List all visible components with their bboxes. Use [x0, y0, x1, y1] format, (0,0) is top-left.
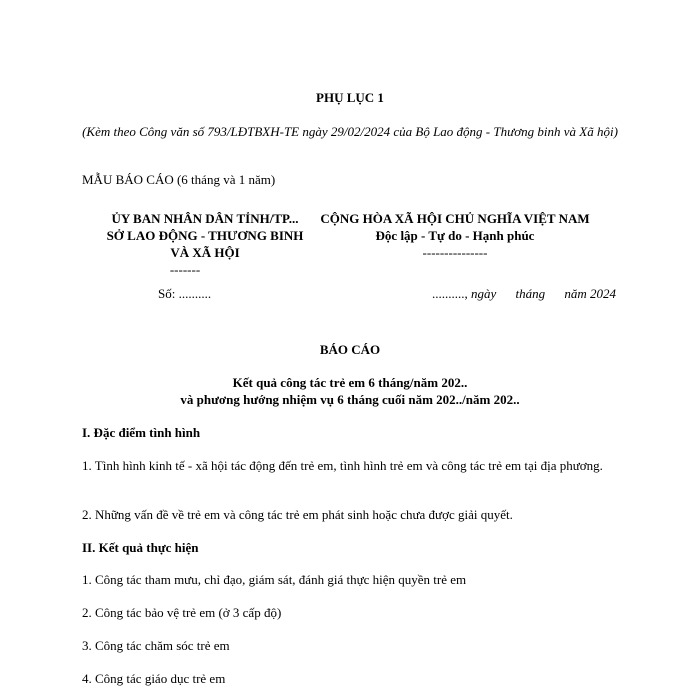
- section-1-item-2: 2. Những vấn đề về trẻ em và công tác trẻ em phát sinh hoặc chưa được giải quyết.: [82, 507, 513, 522]
- document-number: Số: ..........: [158, 286, 212, 301]
- section-2-item-4: 4. Công tác giáo dục trẻ em: [82, 671, 226, 686]
- motto-separator: ---------------: [422, 245, 488, 260]
- date-month: tháng: [515, 286, 546, 301]
- report-subtitle-line-2: và phương hướng nhiệm vụ 6 tháng cuối năm 202../năm 202..: [180, 392, 520, 407]
- agency-separator: -------: [169, 262, 201, 277]
- report-subtitle: [100, 374, 600, 408]
- appendix-title: PHỤ LỤC 1: [316, 90, 384, 105]
- section-2-heading: II. Kết quả thực hiện: [82, 540, 199, 555]
- agency-line-2: SỞ LAO ĐỘNG - THƯƠNG BINH VÀ XÃ HỘI: [106, 228, 304, 260]
- section-1-heading: I. Đặc điểm tình hình: [82, 425, 201, 440]
- section-2-item-3: 3. Công tác chăm sóc trẻ em: [82, 638, 230, 653]
- motto: Độc lập - Tự do - Hạnh phúc: [375, 228, 535, 243]
- section-2-item-2: 2. Công tác bảo vệ trẻ em (ở 3 cấp độ): [82, 605, 282, 620]
- section-1-item-1: 1. Tình hình kinh tế - xã hội tác động đến trẻ em, tình hình trẻ em và công tác trẻ em tại địa phương.: [82, 458, 603, 473]
- date-place: ..........,: [432, 286, 468, 301]
- date-line: [432, 286, 616, 302]
- date-year: năm 2024: [564, 286, 617, 301]
- form-label: MẪU BÁO CÁO (6 tháng và 1 năm): [82, 172, 276, 187]
- report-subtitle-line-1: Kết quả công tác trẻ em 6 tháng/năm 202..: [232, 375, 468, 390]
- section-2-item-1: 1. Công tác tham mưu, chỉ đạo, giám sát, đánh giá thực hiện quyền trẻ em: [82, 572, 467, 587]
- report-title: BÁO CÁO: [319, 342, 381, 357]
- issuing-agency-header: [100, 210, 310, 261]
- appendix-subtitle: (Kèm theo Công văn số 793/LĐTBXH-TE ngày 29/02/2024 của Bộ Lao động - Thương binh và Xã hội): [82, 124, 618, 139]
- agency-line-1: ỦY BAN NHÂN DÂN TỈNH/TP...: [111, 211, 299, 226]
- date-day: ngày: [471, 286, 497, 301]
- national-motto-header: [300, 210, 610, 244]
- country-name: CỘNG HÒA XÃ HỘI CHỦ NGHĨA VIỆT NAM: [320, 211, 590, 226]
